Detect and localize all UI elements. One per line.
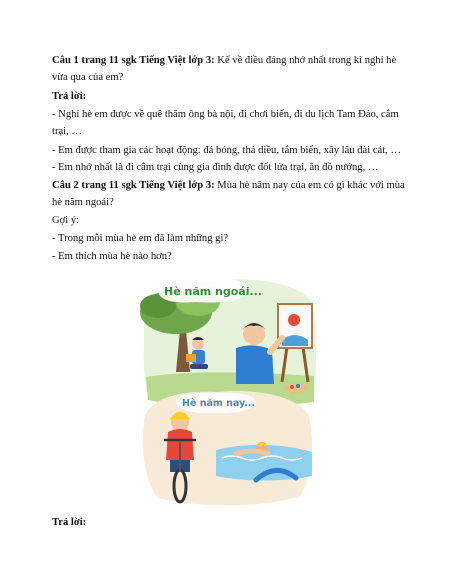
hint-item-1: - Trong mỗi mùa hè em đã làm những gì?	[52, 233, 229, 244]
question-1	[52, 52, 412, 86]
question-2-title: Câu 2 trang 11 sgk Tiếng Việt lớp 3:	[52, 180, 215, 191]
question-2-text: Mùa hè năm nay của em có gì khác với mùa hè năm ngoái?	[52, 180, 405, 208]
summer-illustration	[136, 272, 318, 508]
label-last-year: Hè năm ngoái...	[164, 285, 263, 298]
answer-item-1: - Nghỉ hè em được về quê thăm ông bà nội, đi chơi biển, đi du lịch Tam Đảo, cắm trại, …	[52, 109, 399, 137]
answer-item-3: - Em nhớ nhất là đi cắm trại cùng gia đình được đốt lửa trại, ăn đồ nướng, …	[52, 162, 379, 173]
answer-label-2: Trả lời:	[52, 517, 87, 528]
hint-item-2: - Em thích mùa hè nào hơn?	[52, 251, 172, 262]
answer-item-2: - Em được tham gia các hoạt động: đá bóng, thả diều, tắm biển, xây lâu đài cát, …	[52, 145, 402, 156]
hint-label: Gợi ý:	[52, 215, 80, 226]
question-1-title: Câu 1 trang 11 sgk Tiếng Việt lớp 3:	[52, 55, 215, 66]
question-1-text: Kể về điều đáng nhớ nhất trong kì nghỉ hè vừa qua của em?	[52, 55, 397, 83]
label-this-year: Hè năm nay...	[182, 398, 256, 409]
question-2	[52, 177, 412, 211]
answer-label-1: Trả lời:	[52, 91, 87, 102]
